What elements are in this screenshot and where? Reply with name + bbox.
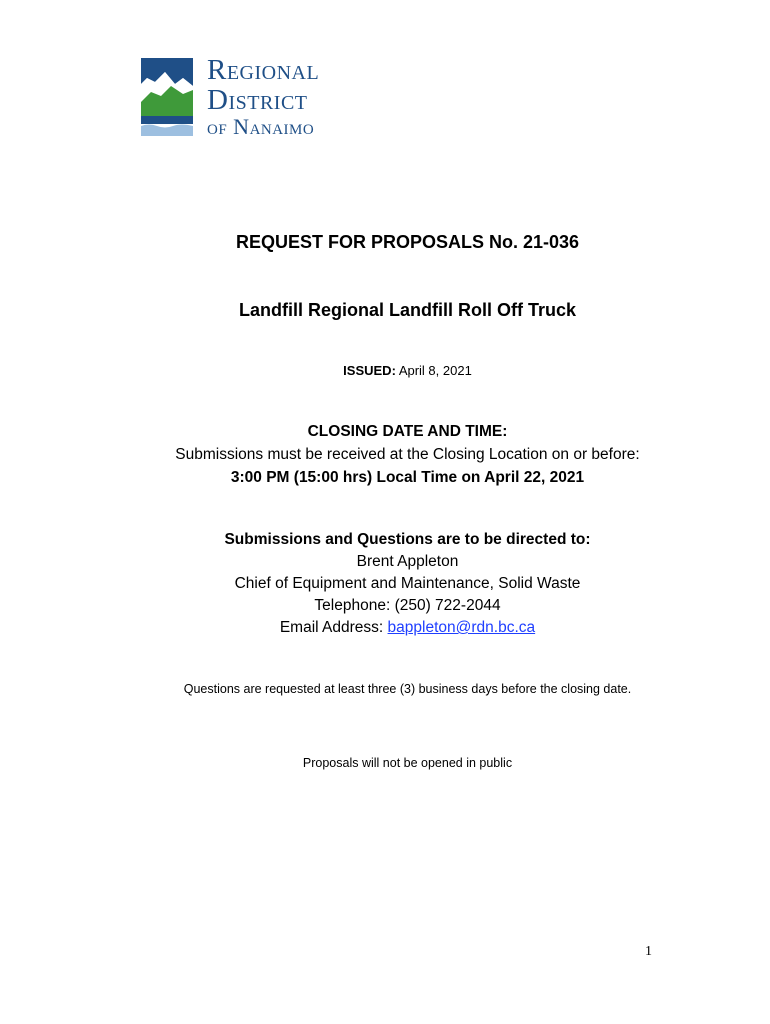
closing-instruction: Submissions must be received at the Closing Location on or before: [175,446,640,463]
issued-label: ISSUED: [343,363,396,378]
logo-line-1: Regional [207,54,320,86]
questions-note: Questions are requested at least three (3) business days before the closing date. [183,682,632,696]
page-number: 1 [645,944,652,959]
contact-title: Chief of Equipment and Maintenance, Solid Waste [234,575,581,592]
contact-section [0,529,770,639]
logo-line-3: of Nanaimo [207,114,315,139]
contact-heading: Submissions and Questions are to be directed to: [224,531,591,548]
logo-line-2: District [207,84,308,116]
email-label: Email Address: [279,619,384,636]
rfp-title: REQUEST FOR PROPOSALS No. 21-036 [235,232,580,252]
closing-heading: CLOSING DATE AND TIME: [307,423,508,440]
issued-date: April 8, 2021 [398,363,472,378]
email-link[interactable]: bappleton@rdn.bc.ca [387,619,536,636]
mountain-logo-icon [139,56,195,138]
organization-logo [139,56,339,140]
contact-email-line [0,617,770,639]
closing-deadline: 3:00 PM (15:00 hrs) Local Time on April 22, 2021 [230,469,585,486]
proposals-note: Proposals will not be opened in public [302,756,513,770]
issued-line [0,363,770,378]
logo-text [207,56,319,138]
contact-telephone: Telephone: (250) 722-2044 [314,597,501,614]
contact-name: Brent Appleton [356,553,459,570]
document-subtitle: Landfill Regional Landfill Roll Off Truck [238,300,576,320]
closing-section [0,420,770,489]
